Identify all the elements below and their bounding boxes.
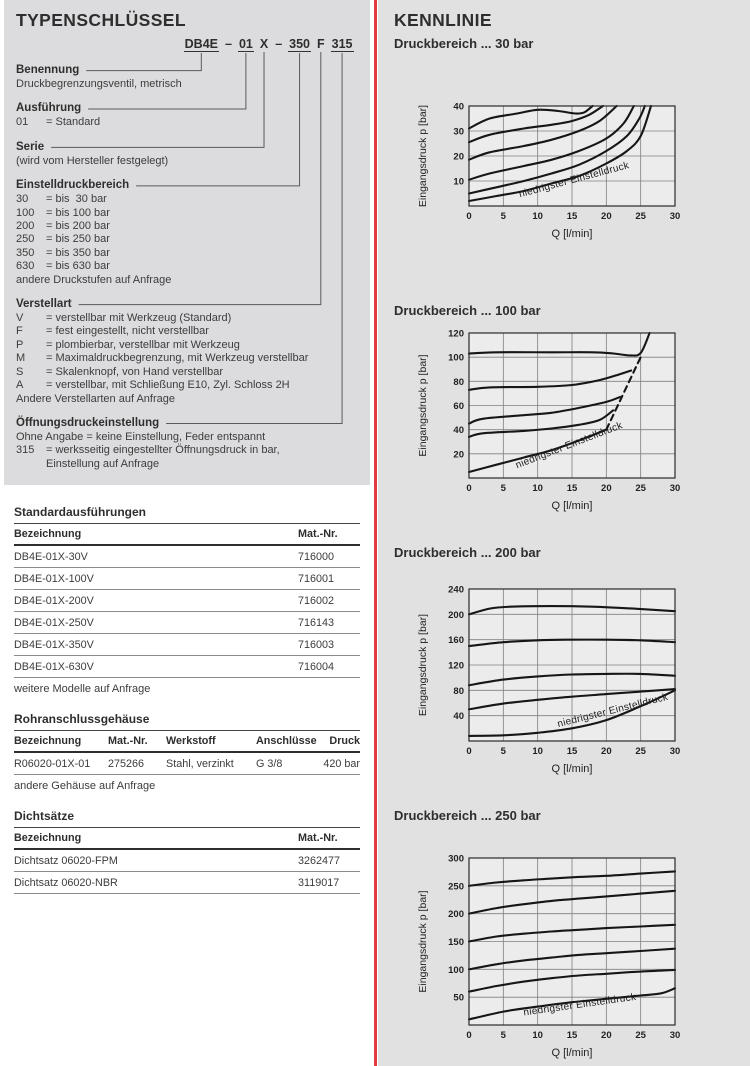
type-key-section-label: Verstellart: [16, 298, 72, 311]
type-key-item-value: = werksseitig eingestellter Öffnungsdruck in bar,: [46, 444, 280, 457]
type-key-item-value: = bis 30 bar: [46, 193, 107, 206]
type-key-item: [16, 431, 358, 444]
svg-text:150: 150: [448, 937, 464, 948]
type-key-item: [16, 233, 358, 246]
table-cell: 716002: [298, 594, 335, 607]
x-axis-label: Q [l/min]: [551, 500, 593, 512]
type-code-segment: DB4E: [184, 37, 218, 51]
svg-text:50: 50: [453, 992, 464, 1004]
type-code-segment: 350: [289, 37, 310, 51]
type-key-item-value: Einstellung auf Anfrage: [46, 457, 160, 470]
table-row: [14, 612, 360, 634]
svg-text:0: 0: [466, 1030, 472, 1041]
svg-text:40: 40: [453, 711, 464, 723]
table-cell: DB4E-01X-250V: [14, 616, 94, 629]
type-key-item-value: Druckbegrenzungsventil, metrisch: [16, 78, 182, 90]
svg-text:20: 20: [601, 211, 612, 222]
svg-text:10: 10: [532, 746, 543, 757]
chart-druckbereich-250-bar: [411, 852, 701, 1065]
type-code-segment: –: [275, 37, 283, 51]
table-cell: 716003: [298, 638, 335, 651]
table-header-cell: Bezeichnung: [14, 832, 82, 845]
table-cell: 716143: [298, 616, 335, 629]
type-key-item-value: Ohne Angabe = keine Einstellung, Feder entspannt: [16, 430, 266, 443]
table-header-cell: Werkstoff: [166, 735, 216, 748]
type-key-item-value: = bis 350 bar: [46, 246, 110, 259]
type-key-item-value: = bis 630 bar: [46, 260, 110, 273]
type-key-item: [16, 193, 358, 206]
table-row: [14, 546, 360, 568]
type-key-item: [16, 247, 358, 260]
type-key-item-key: S: [16, 365, 24, 378]
table-header-cell: Mat.-Nr.: [298, 528, 338, 541]
type-key-sections: [16, 60, 358, 471]
type-key-item: [16, 207, 358, 220]
type-code-segment: 315: [331, 37, 353, 51]
svg-text:25: 25: [635, 1030, 646, 1041]
table-row: [14, 850, 360, 872]
type-key-section-label: Einstelldruckbereich: [16, 179, 130, 192]
chart-annotation: niedrigster Einstelldruck: [556, 691, 670, 730]
svg-text:30: 30: [669, 483, 681, 494]
type-key-item: [16, 352, 358, 365]
type-key-item: [16, 393, 358, 406]
table-title: Standardausführungen: [14, 503, 360, 524]
svg-text:5: 5: [500, 483, 506, 494]
svg-text:20: 20: [453, 151, 464, 163]
svg-text:25: 25: [635, 211, 646, 222]
type-code-segment: –: [224, 37, 232, 51]
type-key-section: [16, 413, 358, 471]
svg-text:0: 0: [466, 211, 472, 222]
type-key-item-key: V: [16, 312, 24, 325]
type-key-item-value: Andere Verstellarten auf Anfrage: [16, 392, 175, 405]
table-header-cell: Anschlüsse: [256, 735, 317, 748]
svg-text:160: 160: [448, 635, 464, 647]
svg-text:30: 30: [453, 126, 464, 138]
svg-text:20: 20: [601, 746, 612, 757]
type-key-item: [16, 260, 358, 273]
table-header-row: [14, 828, 360, 850]
chart-druckbereich-200-bar: [411, 583, 701, 781]
table-row: [14, 590, 360, 612]
column-divider: [374, 0, 377, 1066]
type-key-section-label: Benennung: [16, 64, 80, 76]
typenschluessel-section: [4, 0, 370, 909]
y-axis-label: Eingangsdruck p [bar]: [417, 104, 429, 208]
type-key-item-value: = verstellbar, mit Schließung E10, Zyl. Schloss 2H: [46, 379, 290, 392]
svg-text:20: 20: [453, 449, 464, 461]
type-key-item: [16, 366, 358, 379]
type-code-segment: X: [259, 37, 269, 51]
svg-text:80: 80: [453, 685, 464, 697]
type-key-item: [16, 274, 358, 287]
type-key-item-key: M: [16, 352, 26, 365]
svg-text:15: 15: [566, 746, 578, 757]
table-cell: 716004: [298, 660, 335, 673]
type-key-item: [16, 116, 358, 129]
table-cell: 420 bar: [323, 757, 360, 770]
svg-text:0: 0: [466, 746, 472, 757]
table-header-cell: Druck: [329, 735, 360, 748]
table-header-cell: Bezeichnung: [14, 735, 82, 748]
type-key-item-key: 630: [16, 260, 35, 273]
type-key-item-key: 30: [16, 193, 29, 206]
type-key-item-value: = verstellbar mit Werkzeug (Standard): [46, 312, 232, 325]
data-table: [14, 503, 360, 695]
svg-text:15: 15: [566, 483, 578, 494]
table-cell: DB4E-01X-350V: [14, 638, 94, 651]
svg-text:15: 15: [566, 211, 578, 222]
svg-text:10: 10: [453, 176, 464, 188]
table-cell: Dichtsatz 06020-FPM: [14, 854, 118, 867]
svg-text:120: 120: [448, 660, 464, 672]
table-title: Dichtsätze: [14, 807, 360, 828]
table-cell: DB4E-01X-100V: [14, 572, 94, 585]
svg-text:240: 240: [448, 584, 464, 596]
type-key-item-key: A: [16, 379, 24, 392]
table-cell: 275266: [108, 757, 145, 770]
svg-text:10: 10: [532, 211, 543, 222]
svg-text:20: 20: [601, 1030, 612, 1041]
type-code-segment: 01: [238, 37, 253, 51]
table-cell: DB4E-01X-630V: [14, 660, 94, 673]
table-cell: 716001: [298, 572, 335, 585]
table-cell: DB4E-01X-200V: [14, 594, 94, 607]
type-key-item-key: 250: [16, 233, 35, 246]
type-key-item-value: = Skalenknopf, von Hand verstellbar: [46, 365, 224, 378]
svg-text:60: 60: [453, 401, 464, 412]
svg-text:5: 5: [500, 211, 506, 222]
y-axis-label: Eingangsdruck p [bar]: [417, 354, 429, 457]
chart-title: Druckbereich ... 30 bar: [394, 36, 534, 51]
type-key-box: [4, 0, 370, 485]
svg-text:20: 20: [601, 483, 612, 494]
type-key-item-value: = plombierbar, verstellbar mit Werkzeug: [46, 338, 240, 351]
type-key-item-value: = fest eingestellt, nicht verstellbar: [46, 325, 209, 338]
svg-text:10: 10: [532, 483, 543, 494]
type-key-item-value: = Standard: [46, 116, 101, 129]
type-key-section: [16, 294, 358, 406]
type-key-item: [16, 458, 358, 471]
svg-text:40: 40: [453, 101, 464, 113]
svg-text:30: 30: [669, 746, 681, 757]
svg-text:25: 25: [635, 483, 646, 494]
table-row: [14, 634, 360, 656]
data-table: [14, 710, 360, 792]
type-key-section-label: Öffnungsdruckeinstellung: [16, 416, 160, 429]
type-key-item-value: = bis 250 bar: [46, 233, 110, 246]
table-header-cell: Mat.-Nr.: [298, 832, 338, 845]
type-key-item: [16, 325, 358, 338]
chart-title: Druckbereich ... 200 bar: [394, 545, 541, 560]
x-axis-label: Q [l/min]: [551, 1047, 593, 1059]
chart-annotation: niedrigster Einstelldruck: [522, 991, 637, 1019]
chart-block: [394, 808, 744, 1065]
type-key-section: [16, 175, 358, 287]
type-key-section-label: Ausführung: [16, 102, 82, 115]
table-header-cell: Mat.-Nr.: [108, 735, 148, 748]
svg-text:30: 30: [669, 211, 681, 222]
svg-text:5: 5: [500, 746, 506, 757]
right-section-title: KENNLINIE: [394, 10, 492, 30]
svg-text:80: 80: [453, 376, 464, 388]
chart-block: [394, 303, 744, 518]
type-key-item: [16, 220, 358, 233]
table-cell: 3119017: [298, 876, 340, 889]
table-header-row: [14, 731, 360, 753]
type-key-item-value: (wird vom Hersteller festgelegt): [16, 154, 169, 167]
type-key-item-key: 350: [16, 246, 35, 259]
x-axis-label: Q [l/min]: [551, 228, 593, 240]
chart-title: Druckbereich ... 250 bar: [394, 808, 541, 823]
kennlinie-section: [378, 0, 750, 1066]
table-footer-note: andere Gehäuse auf Anfrage: [14, 780, 156, 793]
svg-text:250: 250: [448, 881, 464, 893]
table-cell: 3262477: [298, 854, 341, 867]
table-cell: DB4E-01X-30V: [14, 550, 88, 563]
chart-title: Druckbereich ... 100 bar: [394, 303, 541, 318]
svg-text:25: 25: [635, 746, 646, 757]
chart-annotation: niedrigster Einstelldruck: [514, 420, 625, 472]
table-row: [14, 872, 360, 894]
type-key-item-value: = bis 200 bar: [46, 220, 110, 233]
type-key-item: [16, 444, 358, 457]
table-row: [14, 753, 360, 775]
table-footer-note: weitere Modelle auf Anfrage: [14, 683, 151, 696]
svg-text:30: 30: [669, 1030, 681, 1041]
svg-text:5: 5: [500, 1030, 506, 1041]
type-key-item-value: = bis 100 bar: [46, 206, 110, 219]
table-cell: Dichtsatz 06020-NBR: [14, 876, 118, 889]
svg-text:40: 40: [453, 425, 464, 437]
tables-area: [4, 485, 370, 894]
svg-text:200: 200: [448, 909, 464, 921]
svg-text:300: 300: [448, 853, 464, 865]
svg-text:100: 100: [448, 964, 464, 976]
type-key-item-key: 100: [16, 206, 35, 219]
type-code: [16, 33, 358, 53]
data-table: [14, 807, 360, 894]
chart-druckbereich-30-bar: [411, 100, 701, 246]
type-key-item: [16, 339, 358, 352]
type-key-item-value: = Maximaldruckbegrenzung, mit Werkzeug verstellbar: [46, 352, 309, 365]
chart-block: [394, 545, 744, 781]
table-cell: R06020-01X-01: [14, 757, 91, 770]
table-title: Rohranschlussgehäuse: [14, 710, 360, 731]
type-key-item-value: andere Druckstufen auf Anfrage: [16, 273, 172, 286]
svg-text:15: 15: [566, 1030, 578, 1041]
type-key-section-label: Serie: [16, 140, 45, 153]
table-cell: 716000: [298, 550, 335, 563]
type-key-item-key: 200: [16, 220, 35, 233]
type-key-section: [16, 137, 358, 168]
chart-annotation: niedrigster Einstelldruck: [517, 160, 631, 201]
type-key-item-key: P: [16, 338, 24, 351]
y-axis-label: Eingangsdruck p [bar]: [417, 613, 429, 717]
type-key-item: [16, 312, 358, 325]
x-axis-label: Q [l/min]: [551, 763, 593, 775]
type-key-item-key: 01: [16, 116, 29, 129]
table-cell: Stahl, verzinkt: [166, 757, 234, 770]
table-cell: G 3/8: [256, 757, 283, 770]
type-key-item: [16, 379, 358, 392]
y-axis-label: Eingangsdruck p [bar]: [417, 890, 429, 993]
chart-block: [394, 36, 744, 246]
type-key-item-key: F: [16, 325, 23, 338]
type-code-segment: F: [317, 37, 325, 51]
type-key-item-key: 315: [16, 444, 35, 457]
chart-druckbereich-100-bar: [411, 327, 701, 518]
table-header-cell: Bezeichnung: [14, 528, 82, 541]
svg-text:0: 0: [466, 483, 472, 494]
type-key-section: [16, 60, 358, 91]
svg-text:100: 100: [448, 352, 464, 364]
left-section-title: TYPENSCHLÜSSEL: [16, 10, 186, 30]
svg-text:10: 10: [532, 1030, 543, 1041]
table-row: [14, 656, 360, 678]
svg-text:120: 120: [448, 328, 464, 340]
svg-text:200: 200: [448, 609, 464, 621]
type-key-section: [16, 98, 358, 129]
type-key-item: [16, 78, 358, 91]
table-row: [14, 568, 360, 590]
table-header-row: [14, 524, 360, 546]
type-key-item: [16, 155, 358, 168]
